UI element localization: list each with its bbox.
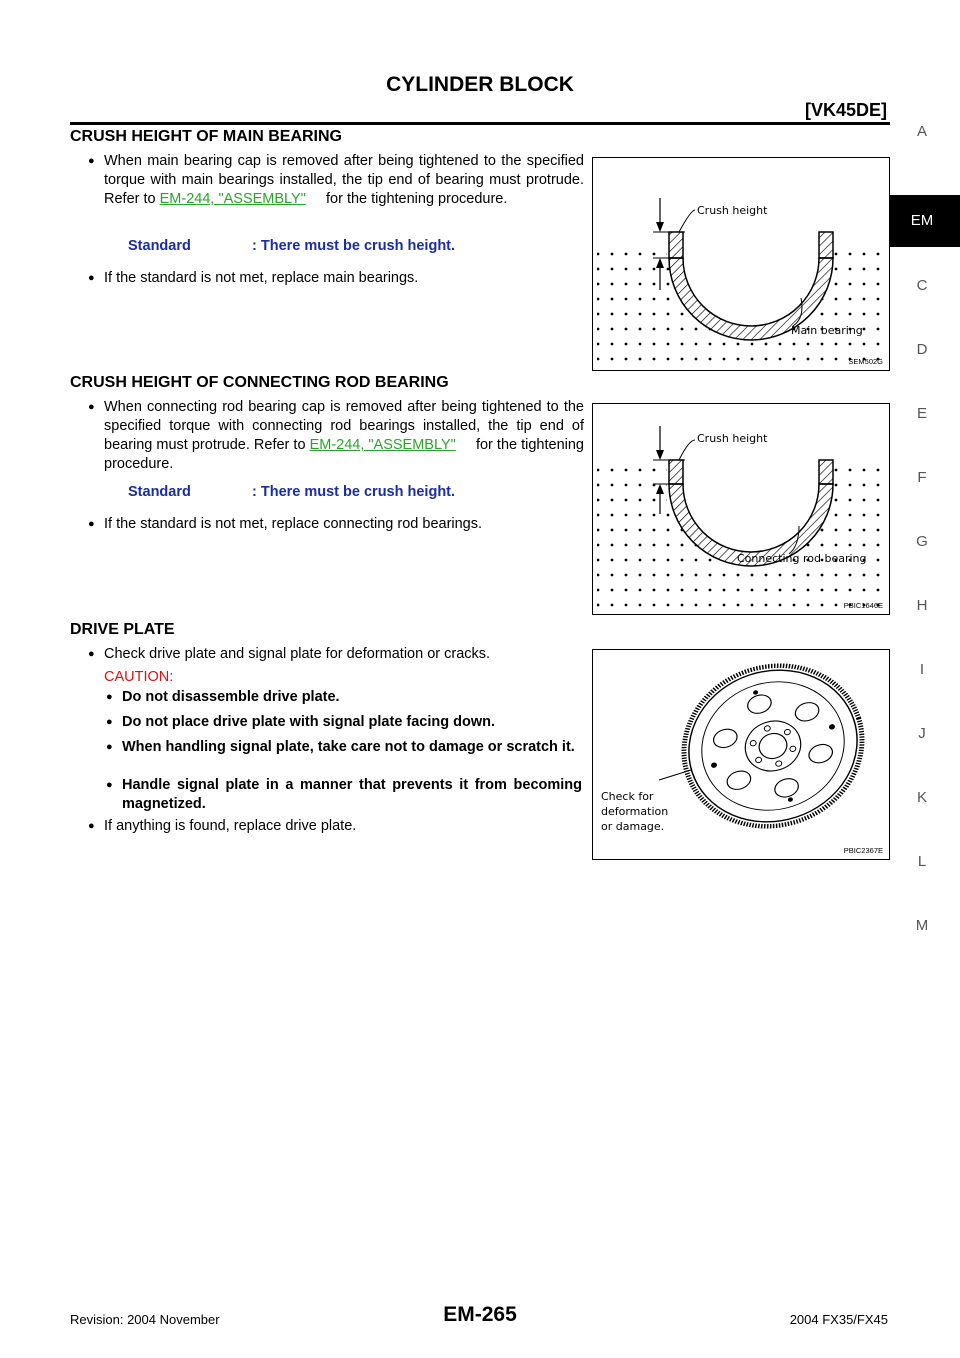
bullet-icon: ● <box>106 741 113 753</box>
figure-rod-bearing-crush-height <box>592 403 890 615</box>
header-divider <box>70 122 890 125</box>
bullet-icon: ● <box>106 716 113 728</box>
caution-item: ● Handle signal plate in a manner that prevents it from becoming magnetized. <box>106 777 582 812</box>
tab-em-active[interactable]: EM <box>884 195 960 247</box>
bullet-icon: ● <box>88 518 95 530</box>
vehicle-model: 2004 FX35/FX45 <box>789 1312 888 1327</box>
figure-code: PBIC2367E <box>843 846 883 855</box>
bullet-icon: ● <box>88 272 95 284</box>
label-check-line-1: Check for <box>601 790 654 803</box>
standard-value: : There must be crush height. <box>252 238 456 254</box>
page-number: EM-265 <box>443 1303 517 1326</box>
caution-label: CAUTION: <box>104 669 174 685</box>
link-em-244-assembly[interactable]: EM-244, "ASSEMBLY" <box>159 191 306 207</box>
label-main-bearing: Main bearing <box>791 324 863 337</box>
rod-bearing-diagram <box>593 404 889 614</box>
tab-e[interactable]: E <box>916 405 927 422</box>
tab-m[interactable]: M <box>915 917 929 934</box>
rod-bearing-bullet-1: ● When connecting rod bearing cap is removed after being tightened to the specified torque with connecting rod bearings installed, the tip end of bearing must protrude. Refer to EM-244, "ASSEMBLY" for the tightening procedure. <box>88 399 584 472</box>
main-bearing-bullet-2: ● If the standard is not met, replace main bearings. <box>88 270 419 286</box>
label-crush-height: Crush height <box>697 432 768 445</box>
caution-item: ● Do not disassemble drive plate. <box>106 689 340 705</box>
engine-code: [VK45DE] <box>804 100 887 120</box>
tab-g[interactable]: G <box>916 533 928 550</box>
bullet-icon: ● <box>88 401 95 413</box>
bullet-icon: ● <box>88 648 95 660</box>
tab-k[interactable]: K <box>916 789 927 806</box>
label-check-line-2: deformation <box>601 805 669 818</box>
tab-h[interactable]: H <box>916 597 928 614</box>
label-crush-height: Crush height <box>697 204 768 217</box>
bullet-icon: ● <box>88 155 95 167</box>
caution-item: ● When handling signal plate, take care not to damage or scratch it. <box>106 739 575 755</box>
drive-plate-bullet-2: ● If anything is found, replace drive plate. <box>88 818 357 834</box>
tab-l[interactable]: L <box>917 853 927 870</box>
bullet-icon: ● <box>88 820 95 832</box>
figure-drive-plate <box>592 649 890 860</box>
tab-c[interactable]: C <box>916 277 928 294</box>
revision-date: Revision: 2004 November <box>70 1312 220 1327</box>
bullet-icon: ● <box>106 779 113 791</box>
caution-item: ● Do not place drive plate with signal plate facing down. <box>106 714 496 730</box>
tab-i[interactable]: I <box>919 661 925 678</box>
page-title: CYLINDER BLOCK <box>386 73 574 96</box>
link-em-244-assembly[interactable]: EM-244, "ASSEMBLY" <box>309 437 456 453</box>
standard-value: : There must be crush height. <box>252 484 456 500</box>
label-connecting-rod-bearing: Connecting rod bearing <box>737 552 867 565</box>
section-title-connecting-rod-bearing: CRUSH HEIGHT OF CONNECTING ROD BEARING <box>70 374 449 391</box>
main-bearing-bullet-1: ● When main bearing cap is removed after being tightened to the specified torque with main bearings installed, the tip end of bearing must protrude. Refer to EM-244, "ASSEMBLY" for the tightening procedure. <box>88 153 584 207</box>
bullet-icon: ● <box>106 691 113 703</box>
tab-d[interactable]: D <box>916 341 928 358</box>
rod-bearing-bullet-2: ● If the standard is not met, replace connecting rod bearings. <box>88 516 483 532</box>
tab-j[interactable]: J <box>918 725 926 742</box>
drive-plate-bullet-1: ● Check drive plate and signal plate for deformation or cracks. <box>88 646 491 662</box>
drive-plate-diagram <box>593 650 889 859</box>
figure-code: SEM502G <box>848 357 883 366</box>
bearing-diagram <box>593 158 889 370</box>
standard-label: Standard <box>128 484 191 500</box>
label-check-line-3: or damage. <box>601 820 665 833</box>
figure-code: PBIC1646E <box>843 601 883 610</box>
tab-f[interactable]: F <box>917 469 927 486</box>
tab-a[interactable]: A <box>916 123 927 140</box>
standard-label: Standard <box>128 238 191 254</box>
section-title-main-bearing: CRUSH HEIGHT OF MAIN BEARING <box>70 128 342 145</box>
figure-main-bearing-crush-height <box>592 157 890 371</box>
section-title-drive-plate: DRIVE PLATE <box>70 621 175 638</box>
